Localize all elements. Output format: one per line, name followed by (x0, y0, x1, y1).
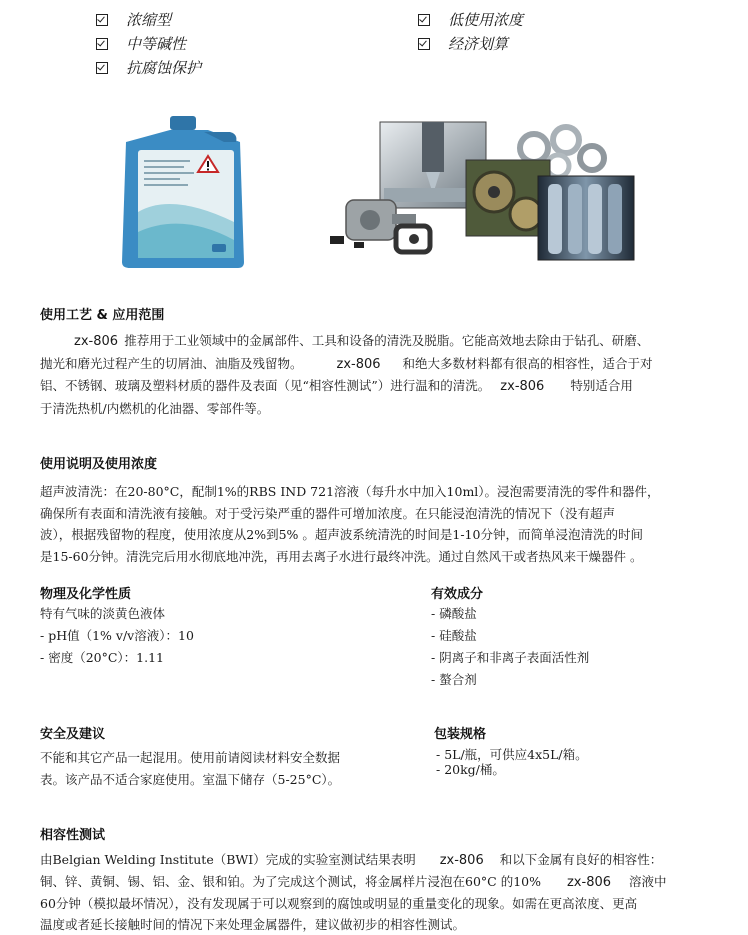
usage-heading: 使用说明及使用浓度 (40, 457, 158, 472)
checkbox-icon (96, 38, 108, 50)
feature-item: 低使用浓度 (418, 9, 523, 30)
list-item: - 20kg/桶。 (436, 762, 505, 777)
properties-heading: 物理及化学性质 (40, 587, 132, 602)
ingredients-list (431, 603, 589, 691)
compat-text: 由Belgian Welding Institute（BWI）完成的实验室测试结果表明 zx-806 和以下金属有良好的相容性： 铜、锌、黄铜、锡、铝、金、银和铂。为了完成这个测试，将金属样片浸泡在60°C 的10% zx-806 溶液中 60分钟（模拟最坏情况），没有发现属于可以观察到的腐蚀或明显的重量变化的现象。如需在更高浓度、更高 温度或者延长接触时间的情况下来处理金属器件，建议做初步的相容性测试。 (40, 852, 667, 932)
safety-heading: 安全及建议 (40, 727, 106, 742)
list-item: - 磷酸盐 (431, 606, 477, 621)
checkbox-icon (418, 14, 430, 26)
packaging-list (436, 747, 588, 777)
feature-item: 抗腐蚀保护 (96, 57, 201, 78)
list-item: - 5L/瓶，可供应4x5L/箱。 (436, 747, 588, 762)
list-item: - 阴离子和非离子表面活性剂 (431, 650, 590, 665)
ingredients-heading: 有效成分 (431, 587, 484, 602)
compat-heading: 相容性测试 (40, 828, 106, 843)
list-item: - 螯合剂 (431, 672, 477, 687)
checkbox-icon (418, 38, 430, 50)
checkbox-icon (96, 62, 108, 74)
application-collage-image (326, 118, 638, 264)
checkbox-icon (96, 14, 108, 26)
usage-text: 超声波清洗：在20-80°C，配制1%的RBS IND 721溶液（每升水中加入10ml）。浸泡需要清洗的零件和器件， 确保所有表面和清洗液有接触。对于受污染严重的器件可增加浓度。在只能浸泡清洗的情况下（没有超声 波），根据残留物的程度，使用浓度从2%到5% 。超声波系统清洗的时间是1-10分钟，而简单浸泡清洗的时间 是15-60分钟。清洗完后用水彻底地冲洗，再用去离子水进行最终冲洗。通过自然风干或者热风来干燥器件 。 (40, 484, 660, 564)
feature-item: 经济划算 (418, 33, 508, 54)
product-jug-image (112, 112, 252, 270)
application-text: zx-806 推荐用于工业领域中的金属部件、工具和设备的清洗及脱脂。它能高效地去除由于钻孔、研磨、 抛光和磨光过程产生的切屑油、油脂及残留物。 zx-806 和绝大多数材料都有很高的相容性，适合于对 铝、不锈钢、玻璃及塑料材质的器件及表面（见“相容性测试”）进行温和的清洗。 zx-806 特别适合用 于清洗热机/内燃机的化油器、零部件等。 (40, 333, 653, 416)
properties-list: 特有气味的淡黄色液体 - pH值（1% v/v溶液）：10 - 密度（20°C）：1.11 (40, 606, 194, 665)
feature-item: 中等碱性 (96, 33, 186, 54)
feature-item: 浓缩型 (96, 9, 171, 30)
application-heading: 使用工艺 & 应用范围 (40, 308, 165, 323)
safety-text: 不能和其它产品一起混用。使用前请阅读材料安全数据 表。该产品不适合家庭使用。室温下储存（5-25°C）。 (40, 750, 341, 787)
list-item: - 硅酸盐 (431, 628, 477, 643)
packaging-heading: 包装规格 (434, 727, 487, 742)
